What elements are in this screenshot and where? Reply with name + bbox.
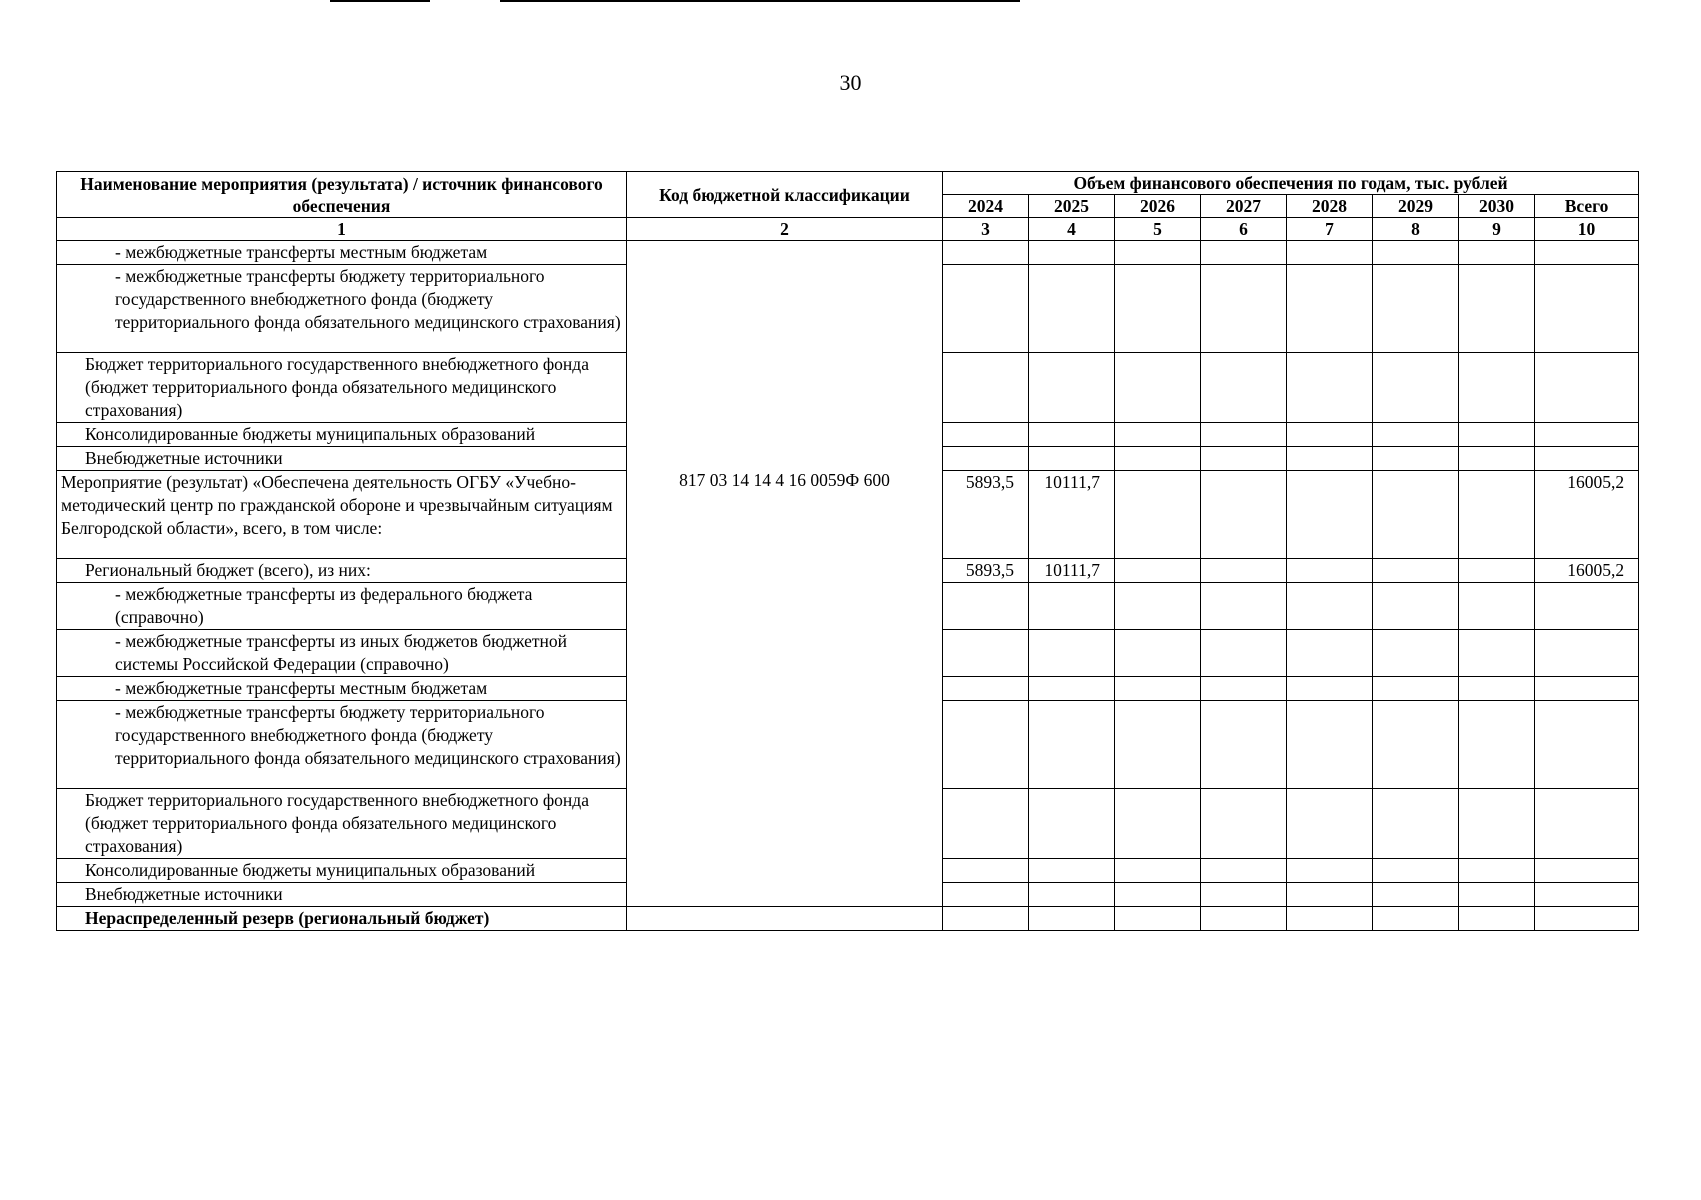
year-value (1459, 859, 1535, 883)
year-value (1115, 353, 1201, 423)
year-value (1029, 883, 1115, 907)
budget-code-cell (627, 907, 943, 931)
total-value (1535, 701, 1639, 789)
year-value (1201, 859, 1287, 883)
year-value (1373, 447, 1459, 471)
year-value (1029, 907, 1115, 931)
year-value (1287, 583, 1373, 630)
year-value (1201, 265, 1287, 353)
year-value (1459, 471, 1535, 559)
year-value (943, 353, 1029, 423)
row-name: Нераспределенный резерв (региональный бюджет) (57, 907, 627, 931)
table-row (57, 907, 1639, 931)
year-value (1115, 677, 1201, 701)
year-value (1287, 859, 1373, 883)
budget-code-cell (627, 241, 943, 907)
year-value (1115, 583, 1201, 630)
total-value (1535, 859, 1639, 883)
year-value (1373, 701, 1459, 789)
year-value: 5893,5 (943, 471, 1029, 559)
year-value (1287, 630, 1373, 677)
year-value (943, 677, 1029, 701)
total-value (1535, 241, 1639, 265)
year-value (1287, 701, 1373, 789)
year-value (1459, 265, 1535, 353)
year-value (1201, 630, 1287, 677)
year-value (1373, 559, 1459, 583)
row-name: Мероприятие (результат) «Обеспечена деятельность ОГБУ «Учебно-методический центр по гражданской обороне и чрезвычайным ситуациям Белгородской области», всего, в том числе: (57, 471, 627, 559)
year-value (1373, 471, 1459, 559)
year-value (1373, 241, 1459, 265)
year-value (1459, 701, 1535, 789)
year-value (1201, 907, 1287, 931)
column-number: 2 (627, 218, 943, 241)
year-value (1287, 471, 1373, 559)
column-number: 4 (1029, 218, 1115, 241)
header-code: Код бюджетной классификации (627, 172, 943, 218)
year-value (943, 630, 1029, 677)
table-row (57, 241, 1639, 265)
total-value (1535, 265, 1639, 353)
row-name: Бюджет территориального государственного внебюджетного фонда (бюджет территориального фонда обязательного медицинского страхования) (57, 789, 627, 859)
total-value (1535, 630, 1639, 677)
header-year: 2025 (1029, 195, 1115, 218)
total-value (1535, 789, 1639, 859)
year-value (943, 447, 1029, 471)
year-value (1287, 241, 1373, 265)
header-year: 2029 (1373, 195, 1459, 218)
year-value: 10111,7 (1029, 471, 1115, 559)
year-value (1373, 630, 1459, 677)
year-value (1287, 447, 1373, 471)
year-value (1115, 559, 1201, 583)
row-name: Внебюджетные источники (57, 883, 627, 907)
column-number: 5 (1115, 218, 1201, 241)
total-value: 16005,2 (1535, 471, 1639, 559)
year-value (943, 701, 1029, 789)
row-name: - межбюджетные трансферты местным бюджетам (57, 677, 627, 701)
year-value (1115, 471, 1201, 559)
year-value (943, 241, 1029, 265)
year-value (1459, 447, 1535, 471)
year-value (1287, 353, 1373, 423)
year-value (1115, 701, 1201, 789)
year-value (1287, 677, 1373, 701)
year-value (943, 583, 1029, 630)
year-value (1201, 789, 1287, 859)
year-value (1115, 789, 1201, 859)
total-value (1535, 583, 1639, 630)
year-value (1373, 883, 1459, 907)
year-value (943, 907, 1029, 931)
row-name: - межбюджетные трансферты местным бюджетам (57, 241, 627, 265)
year-value (1029, 583, 1115, 630)
year-value (1459, 353, 1535, 423)
year-value (1029, 241, 1115, 265)
year-value (943, 265, 1029, 353)
year-value (1287, 789, 1373, 859)
year-value (1029, 677, 1115, 701)
year-value (1201, 241, 1287, 265)
financing-table (56, 171, 1639, 931)
column-number: 9 (1459, 218, 1535, 241)
year-value (1029, 789, 1115, 859)
year-value (1115, 859, 1201, 883)
header-year: 2026 (1115, 195, 1201, 218)
header-year: 2028 (1287, 195, 1373, 218)
year-value (1201, 447, 1287, 471)
row-name: Консолидированные бюджеты муниципальных образований (57, 859, 627, 883)
column-numbers-row (57, 218, 1639, 241)
year-value (1459, 241, 1535, 265)
year-value (1373, 583, 1459, 630)
row-name: Консолидированные бюджеты муниципальных образований (57, 423, 627, 447)
row-name: - межбюджетные трансферты бюджету территориального государственного внебюджетного фонда (бюджету территориального фонда обязательного медицинского страхования) (57, 265, 627, 353)
year-value (1029, 630, 1115, 677)
year-value (1287, 265, 1373, 353)
year-value (1373, 859, 1459, 883)
year-value (1115, 630, 1201, 677)
total-value: 16005,2 (1535, 559, 1639, 583)
row-name: Внебюджетные источники (57, 447, 627, 471)
header-name: Наименование мероприятия (результата) / источник финансового обеспечения (57, 172, 627, 218)
total-value (1535, 353, 1639, 423)
column-number: 10 (1535, 218, 1639, 241)
total-value (1535, 677, 1639, 701)
header-year: 2030 (1459, 195, 1535, 218)
year-value (1459, 907, 1535, 931)
page-number: 30 (839, 70, 862, 95)
year-value (1373, 353, 1459, 423)
row-name: Региональный бюджет (всего), из них: (57, 559, 627, 583)
code-spacer (631, 241, 938, 469)
year-value (1029, 423, 1115, 447)
year-value (1373, 265, 1459, 353)
column-number: 7 (1287, 218, 1373, 241)
year-value (1459, 630, 1535, 677)
year-value (1373, 677, 1459, 701)
year-value (1201, 559, 1287, 583)
year-value (1115, 907, 1201, 931)
year-value (1115, 241, 1201, 265)
column-number: 8 (1373, 218, 1459, 241)
year-value (943, 423, 1029, 447)
header-total: Всего (1535, 195, 1639, 218)
year-value (1373, 789, 1459, 859)
column-number: 3 (943, 218, 1029, 241)
year-value (1029, 859, 1115, 883)
row-name: - межбюджетные трансферты из федерального бюджета (справочно) (57, 583, 627, 630)
year-value (1201, 677, 1287, 701)
scan-artifact-line (500, 0, 1020, 2)
header-row-1 (57, 172, 1639, 195)
year-value (943, 789, 1029, 859)
year-value (1373, 907, 1459, 931)
year-value (1115, 423, 1201, 447)
year-value (1029, 447, 1115, 471)
year-value (1287, 423, 1373, 447)
year-value (1201, 353, 1287, 423)
year-value (1459, 559, 1535, 583)
table-body (57, 241, 1639, 931)
year-value (1029, 353, 1115, 423)
column-number: 6 (1201, 218, 1287, 241)
year-value (1115, 883, 1201, 907)
year-value (1459, 423, 1535, 447)
year-value (1459, 583, 1535, 630)
budget-code: 817 03 14 14 4 16 0059Ф 600 (679, 470, 890, 490)
header-year: 2027 (1201, 195, 1287, 218)
column-number: 1 (57, 218, 627, 241)
year-value (943, 883, 1029, 907)
row-name: - межбюджетные трансферты бюджету территориального государственного внебюджетного фонда (бюджету территориального фонда обязательного медицинского страхования) (57, 701, 627, 789)
year-value (1287, 883, 1373, 907)
year-value (1201, 423, 1287, 447)
scan-artifact-line (330, 0, 430, 2)
year-value (1287, 559, 1373, 583)
row-name: Бюджет территориального государственного внебюджетного фонда (бюджет территориального фонда обязательного медицинского страхования) (57, 353, 627, 423)
year-value (943, 859, 1029, 883)
year-value (1459, 677, 1535, 701)
year-value: 10111,7 (1029, 559, 1115, 583)
total-value (1535, 447, 1639, 471)
year-value (1201, 471, 1287, 559)
year-value (1459, 789, 1535, 859)
year-value (1029, 265, 1115, 353)
year-value (1115, 265, 1201, 353)
year-value (1287, 907, 1373, 931)
total-value (1535, 883, 1639, 907)
year-value (1459, 883, 1535, 907)
year-value (1201, 583, 1287, 630)
year-value (1201, 883, 1287, 907)
row-name: - межбюджетные трансферты из иных бюджетов бюджетной системы Российской Федерации (справочно) (57, 630, 627, 677)
year-value: 5893,5 (943, 559, 1029, 583)
total-value (1535, 423, 1639, 447)
header-year: 2024 (943, 195, 1029, 218)
header-volume: Объем финансового обеспечения по годам, тыс. рублей (943, 172, 1639, 195)
year-value (1373, 423, 1459, 447)
year-value (1115, 447, 1201, 471)
total-value (1535, 907, 1639, 931)
year-value (1201, 701, 1287, 789)
year-value (1029, 701, 1115, 789)
